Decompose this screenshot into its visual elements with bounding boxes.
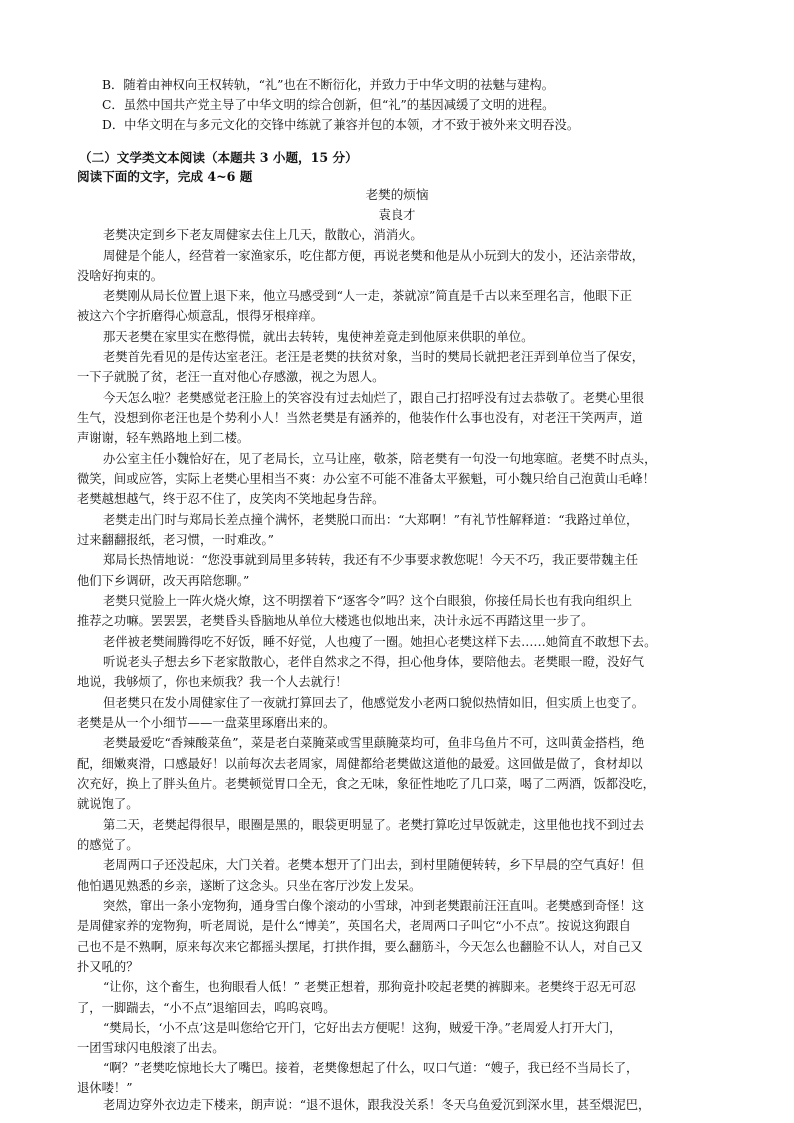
text-line: 那天老樊在家里实在憋得慌，就出去转转，鬼使神差竟走到他原来供职的单位。: [103, 330, 534, 344]
text-line: 他们下乡调研，改天再陪您聊。”: [77, 574, 250, 588]
text-line: 被这六个字折磨得心烦意乱，恨得牙根痒痒。: [77, 309, 323, 323]
text-line: 老樊走出门时与郑局长差点撞个满怀，老樊脱口而出：“大郑啊！”有礼节性解释道：“我路过单位，: [103, 513, 639, 527]
answer-option-c: C．虽然中国共产党主导了中华文明的综合创新，但“礼”的基因减缓了文明的进程。: [102, 98, 555, 112]
text-line: 老樊只觉脸上一阵火烧火燎，这不明摆着下“逐客令”吗？这个白眼狼，你接任局长也有我向组织上: [103, 594, 633, 608]
text-line: 突然，窜出一条小宠物狗，通身雪白像个滚动的小雪球，冲到老樊跟前汪汪直叫。老樊感到奇怪！这: [103, 899, 645, 913]
text-line: 是周健家养的宠物狗，听老周说，是什么“博美”，英国名犬，老周两口子叫它“小不点”。按说这狗跟自: [77, 919, 631, 933]
text-line: 扑又吼的？: [77, 960, 139, 974]
text-line: 微笑，间或应答，实际上老樊心里相当不爽：办公室不可能不准备太平猴魁，可小魏只给自己泡黄山毛峰！: [77, 472, 655, 486]
text-line: 声谢谢，轻车熟路地上到二楼。: [77, 431, 250, 445]
text-line: 就说饱了。: [77, 797, 139, 811]
text-line: 老樊是从一个小细节——一盘菜里琢磨出来的。: [77, 716, 336, 730]
text-line: “让你，这个畜生，也狗眼看人低！” 老樊正想着，那狗竟扑咬起老樊的裤脚来。老樊终于忍无可忍: [103, 980, 636, 994]
story-title: 老樊的烦恼: [365, 187, 429, 202]
answer-option-b: B．随着由神权向王权转轨，“礼”也在不断衍化，并致力于中华文明的祛魅与建构。: [102, 78, 555, 92]
text-line: 但老樊只在发小周健家住了一夜就打算回去了，他感觉发小老两口貌似热情如旧，但实质上也变了。: [103, 696, 645, 710]
text-line: 听说老头子想去乡下老家散散心，老伴自然求之不得，担心他身体，要陪他去。老樊眼一瞪，没好气: [103, 655, 645, 669]
text-line: 老周两口子还没起床，大门关着。老樊本想开了门出去，到村里随便转转，乡下早晨的空气真好！但: [103, 858, 645, 872]
reading-instruction: 阅读下面的文字，完成 4~6 题: [77, 169, 253, 184]
text-line: 没啥好拘束的。: [77, 269, 164, 283]
text-line: 一团雪球闪电般滚了出去。: [77, 1041, 225, 1055]
text-line: 的感觉了。: [77, 838, 139, 852]
text-line: 他怕遇见熟悉的乡亲，遂断了这念头。只坐在客厅沙发上发呆。: [77, 879, 422, 893]
text-line: 老伴被老樊闹腾得吃不好饭，睡不好觉，人也瘦了一圈。她担心老樊这样下去……她简直不敢想下去。: [103, 635, 657, 649]
text-line: 老樊越想越气，终于忍不住了，皮笑肉不笑地起身告辞。: [77, 492, 385, 506]
text-line: 周健是个能人，经营着一家渔家乐，吃住都方便，再说老樊和他是从小玩到大的发小，还沾亲带故，: [103, 249, 645, 263]
text-line: 今天怎么啦？老樊感觉老汪脸上的笑容没有过去灿烂了，跟自己打招呼没有过去恭敬了。老樊心里很: [103, 391, 645, 405]
text-line: 第二天，老樊起得很早，眼圈是黑的，眼袋更明显了。老樊打算吃过早饭就走，这里他也找不到过去: [103, 818, 645, 832]
text-line: 一下子就脱了贫，老汪一直对他心存感激，视之为恩人。: [77, 370, 385, 384]
text-line: 老樊决定到乡下老友周健家去住上几天，散散心，消消火。: [103, 228, 423, 242]
text-line: 郑局长热情地说：“您没事就到局里多转转，我还有不少事要求教您呢！今天不巧，我正要带魏主任: [103, 553, 639, 567]
text-line: 配，细嫩爽滑，口感最好！以前每次去老周家，周健都给老樊做这道他的最爱。这回做是做了，食材却以: [77, 757, 643, 771]
text-line: 己也不是不熟啊，原来每次来它都摇头摆尾，打拱作揖，要么翻筋斗，今天怎么也翻脸不认人，对自己又: [77, 940, 643, 954]
story-author: 袁良才: [378, 208, 416, 222]
text-line: 老樊最爱吃“香辣酸菜鱼”，菜是老白菜腌菜或雪里蕻腌菜均可，鱼非乌鱼片不可，这叫黄金搭档，绝: [103, 736, 645, 750]
text-line: 老樊首先看见的是传达室老汪。老汪是老樊的扶贫对象，当时的樊局长就把老汪弄到单位当了保安，: [103, 350, 645, 364]
text-line: 过来翻翻报纸，老习惯，一时难改。”: [77, 533, 274, 547]
section-heading: （二）文学类文本阅读（本题共 3 小题，15 分）: [79, 150, 358, 165]
text-line: 生气，没想到你老汪也是个势利小人！当然老樊是有涵养的，他装作什么事也没有，对老汪干笑两声，道: [77, 411, 643, 425]
text-line: 办公室主任小魏恰好在，见了老局长，立马让座，敬茶，陪老樊有一句没一句地寒暄。老樊不时点头，: [103, 452, 657, 466]
text-line: 了，一脚踹去，“小不点”退缩回去，呜呜哀鸣。: [77, 1001, 336, 1015]
answer-option-d: D．中华文明在与多元文化的交锋中练就了兼容并包的本领，才不致于被外来文明吞没。: [102, 118, 580, 132]
text-line: 地说，我够烦了，你也来烦我？我一个人去就行！: [77, 675, 348, 689]
text-line: “樊局长，‘小不点’这是叫您给它开门，它好出去方便呢！这狗，贼爱干净。”老周爱人打开大门，: [103, 1021, 622, 1035]
text-line: 次充好，换上了胖头鱼片。老樊顿觉胃口全无，食之无味，象征性地吃了几口菜，喝了二两酒，饭都没吃，: [77, 777, 655, 791]
text-line: “啊？”老樊吃惊地长大了嘴巴。接着，老樊像想起了什么，叹口气道：“嫂子，我已经不当局长了，: [103, 1061, 639, 1075]
text-line: 老周边穿外衣边走下楼来，朗声说：“退不退休，跟我没关系！冬天乌鱼爱沉到深水里，甚至煨泥巴，: [103, 1098, 651, 1112]
text-line: 老樊刚从局长位置上退下来，他立马感受到“人一走，茶就凉”简直是千古以来至理名言，他眼下正: [103, 289, 633, 303]
text-line: 退休喽！”: [77, 1081, 133, 1095]
text-line: 推荐之功嘛。罢罢罢，老樊昏头昏脑地从单位大楼逃也似地出来，决计永远不再踏这里一步了。: [77, 614, 594, 628]
